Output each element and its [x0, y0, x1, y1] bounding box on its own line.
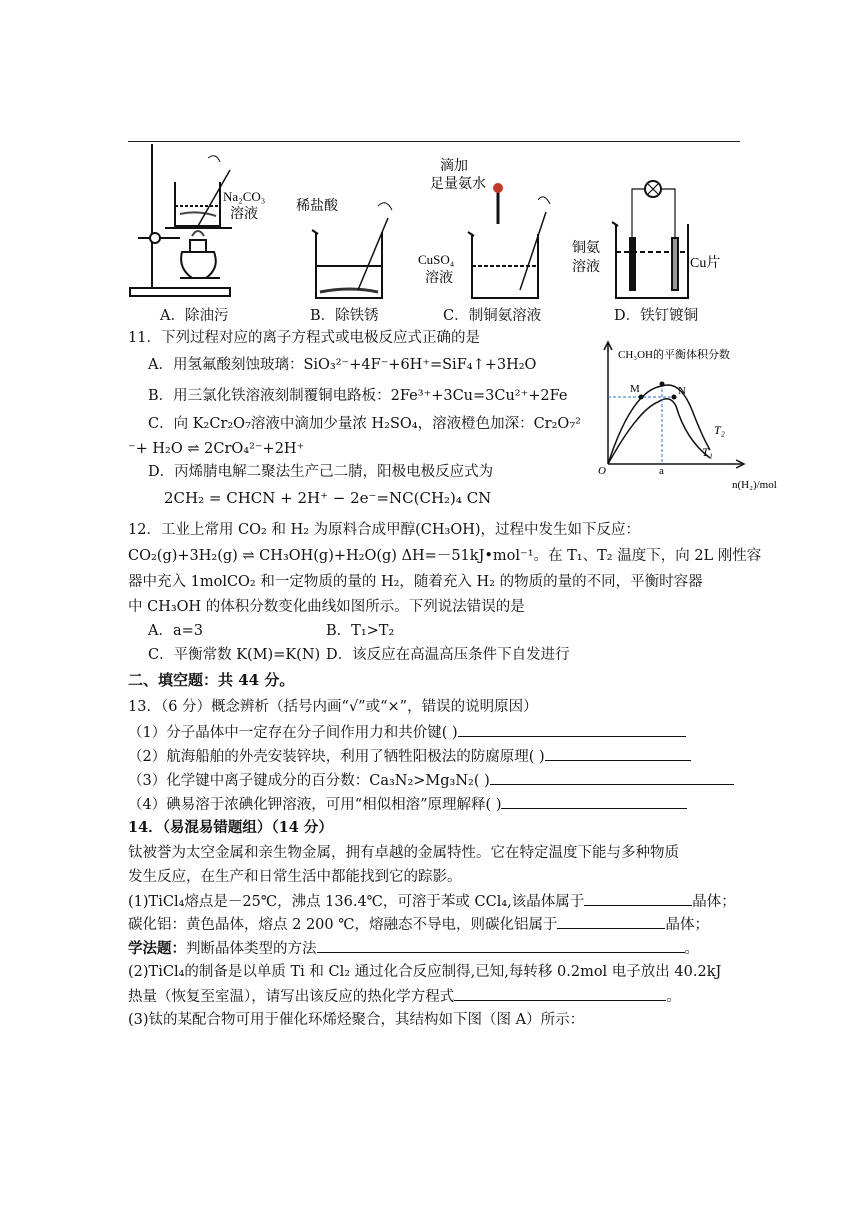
- q14-intro-line1: 钛被誉为太空金属和亲生物金属，拥有卓越的金属特性。它在特定温度下能与多种物质: [128, 845, 679, 861]
- apparatus-b-reagent: 稀盐酸: [296, 199, 338, 214]
- q14-part1-line2: [128, 914, 709, 935]
- apparatus-c-top1: 滴加: [440, 159, 468, 174]
- apparatus-b: [312, 203, 392, 298]
- q14-method-label: 学法题：: [128, 940, 186, 957]
- apparatus-a-reagent: Na₂CO₃: [223, 189, 266, 204]
- q13-item-3: [128, 770, 734, 791]
- q14-method-text: 判断晶体类型的方法: [186, 941, 317, 957]
- q11-option-a: A．用氢氟酸刻蚀玻璃：SiO₃²⁻+4F⁻+6H⁺=SiF₄↑+3H₂O: [148, 357, 537, 373]
- apparatus-c-reagent: CuSO₄: [418, 252, 455, 267]
- graph-n-label: N: [678, 385, 686, 397]
- q14-stem: 14．（易混易错题组）（14 分）: [128, 819, 333, 836]
- q11-option-c-line1: C．向 K₂Cr₂O₇溶液中滴加少量浓 H₂SO₄，溶液橙色加深：Cr₂O₇²: [148, 416, 581, 432]
- apparatus-d-right: Cu片: [690, 256, 721, 271]
- q12-option-c: C．平衡常数 K(M)=K(N): [148, 647, 321, 663]
- q14-part2-line1: (2)TiCl₄的制备是以单质 Ti 和 Cl₂ 通过化合反应制得,已知,每转移 0.2mol 电子放出 40.2kJ: [128, 964, 722, 980]
- q14-part1-line1: [128, 891, 736, 912]
- q13-item-3-blank[interactable]: [490, 770, 734, 785]
- apparatus-a-reagent2: 溶液: [230, 207, 258, 222]
- q14-part2-line2-text: 热量（恢复至室温），请写出该反应的热化学方程式: [128, 989, 455, 1005]
- q12-line4: 中 CH₃OH 的体积分数变化曲线如图所示。下列说法错误的是: [128, 599, 525, 615]
- q13-item-2-text: （2）航海船舶的外壳安装锌块，利用了牺牲阳极法的防腐原理( ): [128, 749, 545, 765]
- apparatus-c-top2: 足量氨水: [430, 177, 486, 192]
- q13-item-4-text: （4）碘易溶于浓碘化钾溶液，可用“相似相溶”原理解释( ): [128, 797, 502, 813]
- q12-line1: 12．工业上常用 CO₂ 和 H₂ 为原料合成甲醇(CH₃OH)，过程中发生如下反应：: [128, 522, 641, 538]
- q13-stem: 13．（6 分）概念辨析（括号内画“√”或“×”，错误的说明原因）: [128, 699, 538, 715]
- curve-t1: [608, 399, 710, 464]
- q11-option-c-line2: ⁻+ H₂O ⇌ 2CrO₄²⁻+2H⁺: [128, 441, 305, 457]
- apparatus-a: [130, 144, 232, 296]
- graph-origin: O: [598, 465, 606, 477]
- point-m: [639, 395, 644, 400]
- graph-tick-a: a: [659, 465, 664, 477]
- q14-part1-line2-text: 碳化铝：黄色晶体，熔点 2 200 ℃，熔融态不导电，则碳化铝属于: [128, 917, 558, 933]
- q12-line2: CO₂(g)+3H₂(g) ⇌ CH₃OH(g)+H₂O(g) ΔH=－51kJ•mol⁻¹。在 T₁、T₂ 温度下，向 2L 刚性容: [128, 548, 762, 564]
- q13-item-1-blank[interactable]: [458, 722, 686, 737]
- q13-item-3-text: （3）化学键中离子键成分的百分数：Ca₃N₂>Mg₃N₂( ): [128, 773, 490, 789]
- q14-part1-blank2[interactable]: [557, 914, 665, 929]
- q14-part1-line1-text: (1)TiCl₄熔点是－25℃，沸点 136.4℃，可溶于苯或 CCl₄,该晶体属于: [128, 894, 585, 910]
- q11-option-b: B．用三氯化铁溶液刻制覆铜电路板：2Fe³⁺+3Cu=3Cu²⁺+2Fe: [148, 388, 568, 404]
- q11-option-d-line2: 2CH₂ = CHCN + 2H⁺ − 2e⁻=NC(CH₂)₄ CN: [164, 489, 492, 507]
- q12-option-a: A．a=3: [148, 623, 203, 639]
- graph-t1-label: T₁: [702, 445, 713, 459]
- graph-m-label: M: [630, 383, 640, 395]
- q13-item-2-blank[interactable]: [545, 746, 691, 761]
- q13-item-1: [128, 722, 686, 743]
- q14-intro-line2: 发生反应，在生产和日常生活中都能找到它的踪影。: [128, 869, 462, 885]
- q14-part2-line2-end: 。: [666, 989, 681, 1005]
- caption-b: B．除铁锈: [310, 308, 379, 324]
- apparatus-d-left1: 铜氨: [572, 241, 600, 256]
- apparatus-d-left2: 溶液: [572, 260, 600, 275]
- apparatus-c: [468, 184, 550, 298]
- equilibrium-graph: [592, 340, 802, 490]
- q13-item-2: [128, 746, 691, 767]
- q14-method-blank[interactable]: [317, 938, 685, 953]
- caption-d: D．铁钉镀铜: [614, 308, 699, 324]
- q14-part3-line1: (3)钛的某配合物可用于催化环烯烃聚合，其结构如下图（图 A）所示：: [128, 1012, 585, 1028]
- q13-item-4: [128, 794, 687, 815]
- graph-ylabel: CH₃OH的平衡体积分数: [618, 349, 731, 361]
- graph-xlabel: n(H₂)/mol: [732, 479, 777, 490]
- apparatus-d: [612, 181, 688, 298]
- q14-part1-line1-end: 晶体；: [692, 894, 736, 910]
- graph-t2-label: T₂: [714, 423, 725, 437]
- point-peak: [660, 382, 665, 387]
- section-2-heading: 二、填空题：共 44 分。: [128, 671, 295, 689]
- apparatus-figures: [120, 140, 760, 325]
- q13-item-4-blank[interactable]: [501, 794, 687, 809]
- q14-method-end: 。: [684, 941, 699, 957]
- q12-option-b: B．T₁>T₂: [326, 623, 395, 639]
- q13-item-1-text: （1）分子晶体中一定存在分子间作用力和共价键( ): [128, 725, 458, 741]
- q12-option-d: D．该反应在高温高压条件下自发进行: [326, 647, 570, 663]
- q14-method-line: [128, 938, 699, 959]
- caption-a: A．除油污: [160, 308, 229, 324]
- q14-part2-blank[interactable]: [454, 986, 666, 1001]
- q11-option-d-line1: D．丙烯腈电解二聚法生产己二腈，阳极电极反应式为: [148, 464, 494, 480]
- apparatus-c-reagent2: 溶液: [425, 271, 453, 286]
- q14-part2-line2: [128, 986, 681, 1007]
- caption-c: C．制铜氨溶液: [443, 308, 542, 324]
- point-n: [672, 395, 677, 400]
- q12-line3: 器中充入 1molCO₂ 和一定物质的量的 H₂，随着充入 H₂ 的物质的量的不同，平衡时容器: [128, 574, 703, 590]
- q11-stem: 11．下列过程对应的离子方程式或电极反应式正确的是: [128, 330, 480, 346]
- q14-part1-line2-end: 晶体；: [665, 917, 709, 933]
- q14-part1-blank1[interactable]: [584, 891, 692, 906]
